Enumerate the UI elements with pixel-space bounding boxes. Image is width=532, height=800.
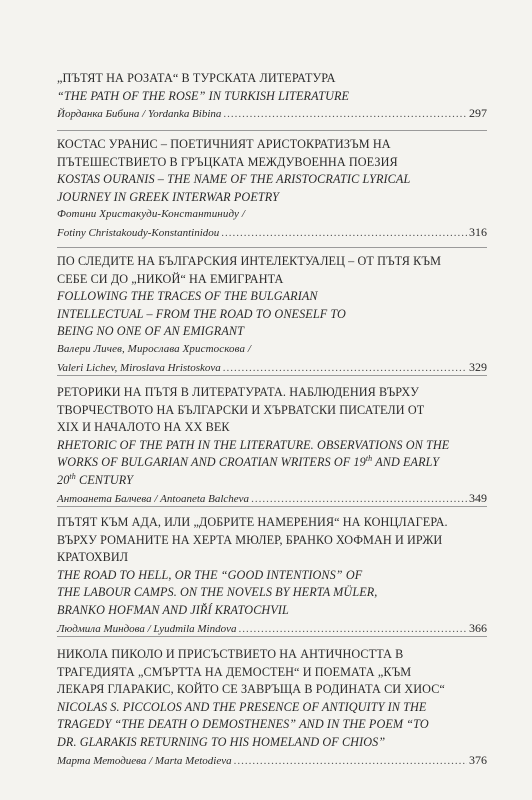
leader-dots xyxy=(223,106,467,124)
entry-authors: Людмила Миндова / Lyudmila Mindova xyxy=(57,622,237,635)
entry-title-bg: КОСТАС УРАНИС – ПОЕТИЧНИЯТ АРИСТОКРАТИЗЪМ НА xyxy=(57,137,391,151)
entry-title-bg: ПО СЛЕДИТЕ НА БЪЛГАРСКИЯ ИНТЕЛЕКТУАЛЕЦ – ОТ ПЪТЯ КЪМ xyxy=(57,254,442,268)
entry-title-en: FOLLOWING THE TRACES OF THE BULGARIAN xyxy=(57,289,318,304)
entry-title-en: TRAGEDY “THE DEATH O DEMOSTHENES” AND IN THE POEM “TO xyxy=(57,717,429,732)
entry-author-row xyxy=(57,105,487,124)
entry-author-row xyxy=(57,224,487,243)
entry-authors: Фотини Христакуди-Константиниду / xyxy=(57,208,245,221)
entry-title-en: BEING NO ONE OF AN EMIGRANT xyxy=(57,324,244,339)
superscript: th xyxy=(365,454,373,464)
entry-title-en: DR. GLARAKIS RETURNING TO HIS HOMELAND OF CHIOS” xyxy=(57,734,386,749)
separator-rule xyxy=(57,506,487,507)
page-number: 329 xyxy=(469,359,487,374)
entry-title-bg: РЕТОРИКИ НА ПЪТЯ В ЛИТЕРАТУРАТА. НАБЛЮДЕНИЯ ВЪРХУ xyxy=(57,385,419,399)
entry-title-bg: ВЪРХУ РОМАНИТЕ НА ХЕРТА МЮЛЕР, БРАНКО ХОФМАН И ИРЖИ xyxy=(57,532,443,547)
entry-authors: Марта Методиева / Marta Metodieva xyxy=(57,754,232,767)
entry-title-en: THE ROAD TO HELL, OR THE “GOOD INTENTIONS” OF xyxy=(57,567,363,582)
toc-entry xyxy=(57,136,487,243)
entry-title-bg: КРАТОХВИЛ xyxy=(57,550,129,565)
entry-title-en: BRANKO HOFMAN AND JIŘÍ KRATOCHVIL xyxy=(57,602,289,617)
entry-title-en-text: AND EARLY xyxy=(372,455,440,470)
entry-title-bg: НИКОЛА ПИКОЛО И ПРИСЪСТВИЕТО НА АНТИЧНОСТТА В xyxy=(57,647,404,661)
separator-rule xyxy=(57,636,487,637)
entry-title-en: “THE PATH OF THE ROSE” IN TURKISH LITERATURE xyxy=(57,88,350,103)
entry-authors: Fotiny Christakoudy-Konstantinidou xyxy=(57,226,220,239)
separator-rule xyxy=(57,247,487,248)
entry-title-en: THE LABOUR CAMPS. ON THE NOVELS BY HERTA MÜLER, xyxy=(57,585,378,600)
entry-title-en: JOURNEY IN GREEK INTERWAR POETRY xyxy=(57,189,279,204)
entry-authors: Валери Личев, Мирослава Христоскова / xyxy=(57,342,252,355)
entry-title-bg: СЕБЕ СИ ДО „НИКОЙ“ НА ЕМИГРАНТА xyxy=(57,271,284,286)
entry-title-en xyxy=(57,472,487,490)
page-number: 349 xyxy=(469,490,487,505)
separator-rule xyxy=(57,375,487,376)
entry-title-bg: ЛЕКАРЯ ГЛАРАКИС, КОЙТО СЕ ЗАВРЪЩА В РОДИНАТА СИ ХИОС“ xyxy=(57,682,445,697)
entry-title-bg: ПЪТЯТ КЪМ АДА, ИЛИ „ДОБРИТЕ НАМЕРЕНИЯ“ НА КОНЦЛАГЕРА. xyxy=(57,515,448,529)
entry-title-en: KOSTAS OURANIS – THE NAME OF THE ARISTOCRATIC LYRICAL xyxy=(57,172,411,187)
superscript: th xyxy=(69,471,76,481)
entry-title-en: INTELLECTUAL – FROM THE ROAD TO ONESELF TO xyxy=(57,306,346,321)
separator-rule xyxy=(57,130,487,131)
entry-title-en: NICOLAS S. PICCOLOS AND THE PRESENCE OF ANTIQUITY IN THE xyxy=(57,699,427,714)
entry-authors: Йорданка Бибина / Yordanka Bibina xyxy=(57,108,222,121)
page-number: 316 xyxy=(469,224,487,239)
entry-authors: Valeri Lichev, Miroslava Hristoskova xyxy=(57,361,221,374)
entry-title-en: RHETORIC OF THE PATH IN THE LITERATURE. OBSERVATIONS ON THE xyxy=(57,437,450,452)
leader-dots xyxy=(221,225,467,243)
entry-title-bg: „ПЪТЯТ НА РОЗАТА“ В ТУРСКАТА ЛИТЕРАТУРА xyxy=(57,71,336,85)
page-number: 376 xyxy=(469,752,487,767)
entry-title-bg: ПЪТЕШЕСТВИЕТО В ГРЪЦКАТА МЕЖДУВОЕННА ПОЕЗИЯ xyxy=(57,154,398,169)
entry-title-bg: XIX И НАЧАЛОТО НА XX ВЕК xyxy=(57,420,230,435)
entry-title-en-text: WORKS OF BULGARIAN AND CROATIAN WRITERS OF 19 xyxy=(57,455,366,470)
toc-entry xyxy=(57,514,487,638)
entry-title-en xyxy=(57,454,487,472)
toc-entry xyxy=(57,646,487,770)
toc-entry xyxy=(57,384,487,508)
toc-entry xyxy=(57,70,487,124)
toc-entry xyxy=(57,253,487,377)
leader-dots xyxy=(234,753,467,771)
entry-title-bg: ТВОРЧЕСТВОТО НА БЪЛГАРСКИ И ХЪРВАТСКИ ПИСАТЕЛИ ОТ xyxy=(57,402,425,417)
entry-authors: Антоанета Балчева / Antoaneta Balcheva xyxy=(57,492,250,505)
entry-title-en-text: 20 xyxy=(57,472,70,487)
entry-title-bg: ТРАГЕДИЯТА „СМЪРТТА НА ДЕМОСТЕН“ И ПОЕМАТА „КЪМ xyxy=(57,664,412,679)
page-number: 366 xyxy=(469,620,487,635)
page-number: 297 xyxy=(469,106,487,121)
entry-title-en-text: CENTURY xyxy=(75,472,133,487)
entry-author-row xyxy=(57,752,487,771)
